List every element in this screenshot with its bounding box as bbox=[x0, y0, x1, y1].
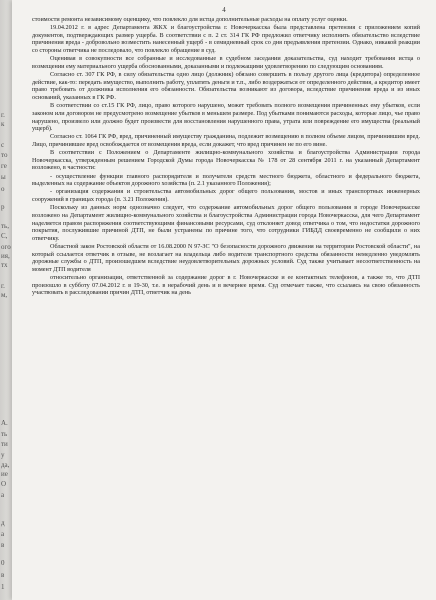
margin-fragment: ть, bbox=[1, 222, 10, 230]
document-body bbox=[32, 16, 420, 298]
margin-fragment: с bbox=[1, 141, 5, 149]
margin-fragment: С, bbox=[1, 232, 8, 240]
margin-fragment: у bbox=[1, 451, 5, 459]
margin-fragment: д bbox=[1, 519, 5, 527]
margin-fragment: в bbox=[1, 541, 5, 549]
margin-fragment: а bbox=[1, 491, 5, 499]
paragraph: Согласно ст. 307 ГК РФ, в силу обязательства одно лицо (должник) обязано совершить в пользу другого лица (кредитора) определенное действие, как-то: передать имущество, выполнить работу, уплатить деньги и т.п., либо воздержаться от определенного действия, а кредитор имеет право требовать от должника исполнения его обязанности. Обязательства возникают из договора, вследствие причинения вреда и из иных оснований, указанных в ГК РФ. bbox=[32, 71, 420, 102]
margin-fragment: тх bbox=[1, 261, 8, 269]
margin-fragment: 1 bbox=[1, 583, 5, 591]
paragraph: Оценивая в совокупности все собранные и исследованные в судебном заседании доказательства, суд находит требования истца о возмещении ему материального ущерба обоснованными, доказанными и подлежащими удовлетворению по следующим основаниям. bbox=[32, 55, 420, 70]
margin-fragment: ти bbox=[1, 440, 8, 448]
margin-fragment: а bbox=[1, 530, 5, 538]
paragraph: - осуществление функции главного распорядителя и получателя средств местного бюджета, областного и федерального бюджета, выделенных на содержание объектов дорожного хозяйства (п. 2.1 указанного Положения); bbox=[32, 172, 420, 188]
paragraph: Согласно ст. 1064 ГК РФ, вред, причиненный имуществу гражданина, подлежит возмещению в полном объеме лицом, причинившим вред. Лицо, причинившее вред освобождается от возмещения вреда, если докажет, что вред причинен не по его вине. bbox=[32, 133, 420, 148]
margin-fragment: ие bbox=[1, 470, 8, 478]
margin-fragment: в bbox=[1, 571, 5, 579]
margin-fragment: г. bbox=[1, 282, 5, 290]
margin-fragment: ть bbox=[1, 430, 8, 438]
margin-fragment: О bbox=[1, 480, 7, 488]
document-page bbox=[12, 0, 436, 600]
margin-fragment: ы bbox=[1, 173, 6, 181]
margin-fragment: о bbox=[1, 185, 5, 193]
paragraph: Поскольку из данных норм однозначно следует, что содержание автомобильных дорог общего пользования в городе Новочеркасске возложено на Департамент жилищно-коммунального хозяйства и благоустройства Администрации города Новочеркасска, для чего Департамент наделяется правом распоряжения соответствующими финансовыми ресурсами, суд отклоняет довод ответчика о том, что недостатки дорожного покрытия, послужившие причиной ДТП, не были устранены по причине того, что сотрудники ГИБДД своевременно не сообщили о них ответчику. bbox=[32, 204, 420, 242]
page-number: 4 bbox=[222, 6, 226, 14]
paragraph: относительно организации, ответственной за содержание дорог в г. Новочеркасске и ее контактных телефонов, а также то, что ДТП произошло в субботу 07.04.2012 г. в 19-30, т.е. в нерабочий день и в вечернее время. Суд отмечает также, что ссылаясь на свою обязанность участвовать в расследовании причин ДТП, ответчик на день bbox=[32, 274, 420, 297]
paragraph: стоимости ремонта независимому оценщику, что повлекло для истца дополнительные расходы на оплату услуг оценки. bbox=[32, 16, 348, 23]
margin-fragment: р bbox=[1, 203, 5, 211]
margin-fragment: ого bbox=[1, 243, 11, 251]
left-page-margin-fragments bbox=[0, 0, 12, 600]
paragraph: 19.04.2012 г. в адрес Департамента ЖКХ и благоустройства г. Новочеркасска была представлена претензия с приложением копий документов, подтверждающих размер ущерба. В соответствии с п. 2 ст. 314 ГК РФ предложил ответчику исполнить обязательство вследствие причинения вреда - добровольно возместить нанесенный ущерб - в семидневный срок со дня предъявления претензии. Однако, никакой реакции со стороны ответчика не последовало, что повлекло обращение в суд. bbox=[32, 24, 420, 55]
margin-fragment: м, bbox=[1, 291, 8, 299]
paragraph: В соответствии со ст.15 ГК РФ, лицо, право которого нарушено, может требовать полного возмещения причиненных ему убытков, если законом или договором не предусмотрено возмещение убытков в меньшем размере. Под убытками понимаются расходы, которые лицо, чье право нарушено, произвело или должно будет произвести для восстановления нарушенного права, утрата или повреждение его имущества (реальный ущерб). bbox=[32, 102, 420, 133]
margin-fragment: да, bbox=[1, 461, 10, 469]
paragraph: В соответствии с Положением о Департаменте жилищно-коммунального хозяйства и благоустройства Администрации города Новочеркасска, утвержденным решением Городской Думы города Новочеркасска № 178 от 28 сентября 2011 г. на указанный Департамент возложено, в частности: bbox=[32, 149, 420, 172]
margin-fragment: 0 bbox=[1, 559, 5, 567]
margin-fragment: А. bbox=[1, 419, 8, 427]
paragraph: - организация содержания и строительства автомобильных дорог общего пользования, мостов и иных транспортных инженерных сооружений в границах города (п. 3.21 Положения). bbox=[32, 188, 420, 204]
margin-fragment: к bbox=[1, 120, 5, 128]
margin-fragment: г. bbox=[1, 111, 5, 119]
paragraph: Областной закон Ростовской области от 16.08.2000 N 97-ЗС "О безопасности дорожного движения на территории Ростовской области", на который ссылается ответчик в отзыве, не возлагает на владельца либо водителя транспортного средства обязанности немедленно уведомлять дорожные службы о ДТП, произошедшем вследствие неудовлетворительных дорожных условий. Суд также учитывает несоответственность на момент ДТП водителя bbox=[32, 243, 420, 273]
margin-fragment: ия, bbox=[1, 252, 10, 260]
margin-fragment: то bbox=[1, 151, 8, 159]
margin-fragment: ге bbox=[1, 162, 7, 170]
